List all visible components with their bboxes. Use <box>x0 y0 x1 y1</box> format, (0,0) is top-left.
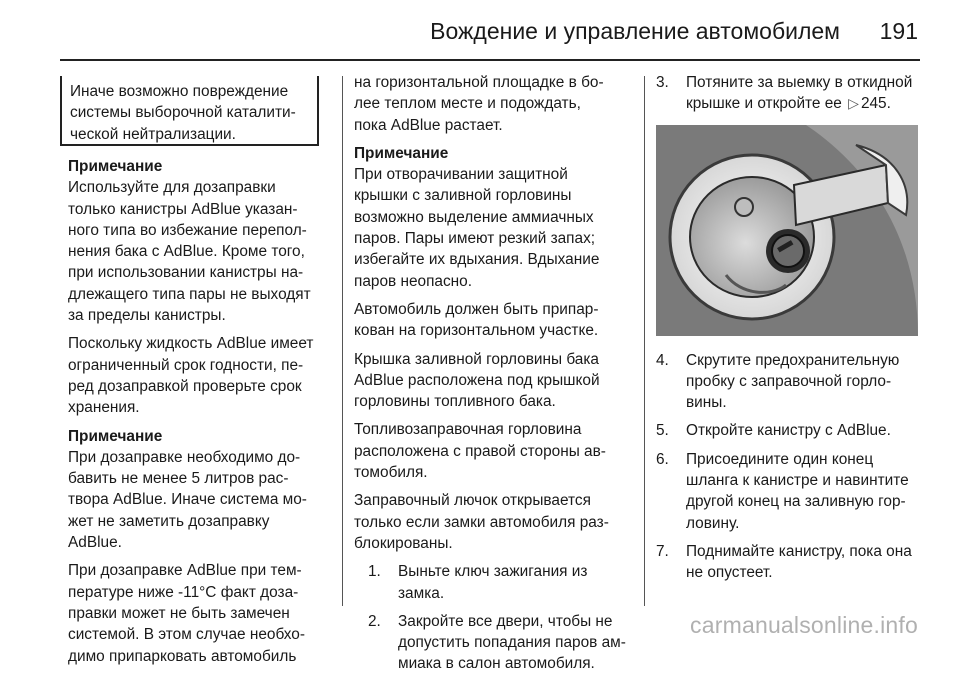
text-line: миака в салон автомобиля. <box>398 655 595 673</box>
warning-box <box>60 76 319 146</box>
paragraph <box>68 560 330 666</box>
text-line: пробку с заправочной горло- <box>686 372 892 390</box>
text-line: При дозаправке необходимо до- <box>68 448 301 466</box>
filler-flap-drawing <box>656 125 918 336</box>
text-line: замка. <box>398 584 445 602</box>
text-line: жет не заметить дозаправку <box>68 512 270 530</box>
arrow-ref-icon[interactable]: ▷ <box>848 95 859 112</box>
list-item <box>656 72 926 115</box>
text-line: AdBlue расположена под крышкой <box>354 371 600 389</box>
text-line: бавить не менее 5 литров рас- <box>68 470 289 488</box>
text-line: ловину. <box>686 514 740 532</box>
paragraph <box>354 490 632 554</box>
text-line: блокированы. <box>354 534 453 552</box>
text-line: Выньте ключ зажигания из <box>398 563 588 581</box>
warning-line: ческой нейтрализации. <box>70 125 236 143</box>
text-line: При отворачивании защитной <box>354 166 568 184</box>
text-line: возможно выделение аммиачных <box>354 208 594 226</box>
paragraph <box>354 349 632 413</box>
step-number: 4. <box>656 351 669 369</box>
note-title: Примечание <box>354 144 449 162</box>
paragraph <box>68 333 330 418</box>
text-line: твора AdBlue. Иначе система мо- <box>68 491 307 509</box>
list-item <box>368 611 632 675</box>
page-title: Вождение и управление автомобилем <box>430 18 840 44</box>
column-2 <box>354 72 632 682</box>
text-line: AdBlue. <box>68 534 122 552</box>
note-block <box>354 143 632 292</box>
paragraph <box>354 419 632 483</box>
list-item <box>656 350 926 414</box>
note-title: Примечание <box>68 427 163 445</box>
warning-line: системы выборочной каталити- <box>70 104 296 122</box>
text-line: длежащего типа пары не выходят <box>68 285 311 303</box>
text-line: шланга к канистре и навинтите <box>686 472 909 490</box>
paragraph <box>354 299 632 342</box>
text-line: другой конец на заливную гор- <box>686 493 906 511</box>
text-line: Закройте все двери, чтобы не <box>398 612 613 630</box>
paragraph <box>354 72 632 136</box>
text-line: ограниченный срок годности, пе- <box>68 356 304 374</box>
step-number: 2. <box>368 612 381 630</box>
page-ref-link[interactable]: 245. <box>860 95 891 113</box>
text-line: Автомобиль должен быть припар- <box>354 300 599 318</box>
text-line: димо припарковать автомобиль <box>68 647 297 665</box>
steps-list <box>656 350 926 584</box>
text-line: при использовании канистры на- <box>68 264 304 282</box>
steps-list <box>354 561 632 674</box>
text-line: паров. Пары имеют резкий запах; <box>354 230 596 248</box>
text-line: Потяните за выемку в откидной <box>686 74 913 91</box>
list-item <box>656 541 926 584</box>
text-line: расположена с правой стороны ав- <box>354 442 606 460</box>
text-line: не опустеет. <box>686 564 773 582</box>
text-line: Поскольку жидкость AdBlue имеет <box>68 335 314 353</box>
column-divider-2 <box>644 76 645 606</box>
text-line: пока AdBlue растает. <box>354 116 503 134</box>
step-number: 3. <box>656 74 669 91</box>
note-title: Примечание <box>68 158 163 175</box>
step-number: 1. <box>368 563 381 581</box>
warning-line: Иначе возможно повреждение <box>70 83 289 100</box>
step-number: 7. <box>656 542 669 560</box>
text-line: кован на горизонтальном участке. <box>354 322 599 340</box>
text-line: ред дозаправкой проверьте срок <box>68 377 302 395</box>
text-line: правки может не быть замечен <box>68 604 290 622</box>
text-line: паров неопасно. <box>354 272 473 290</box>
steps-list <box>656 72 926 115</box>
text-line: Топливозаправочная горловина <box>354 421 582 439</box>
text-line: нения бака с AdBlue. Кроме того, <box>68 243 305 261</box>
text-line: лее теплом месте и подождать, <box>354 95 581 113</box>
step-number: 5. <box>656 422 669 440</box>
text-line: Присоедините один конец <box>686 450 874 468</box>
text-line: пературе ниже -11°C факт доза- <box>68 583 299 601</box>
text-line: Откройте канистру с AdBlue. <box>686 422 891 440</box>
list-item <box>656 449 926 534</box>
text-line: Поднимайте канистру, пока она <box>686 542 912 560</box>
text-line: Используйте для дозаправки <box>68 179 276 197</box>
text-line: на горизонтальной площадке в бо- <box>354 74 604 91</box>
text-line: хранения. <box>68 399 140 417</box>
column-3 <box>656 72 926 591</box>
list-item <box>656 420 926 441</box>
text-line: допустить попадания паров ам- <box>398 634 626 652</box>
step-number: 6. <box>656 450 669 468</box>
text-line: Скрутите предохранительную <box>686 351 900 369</box>
text-line: крышки с заливной горловины <box>354 187 572 205</box>
text-line: системой. В этом случае необхо- <box>68 626 305 644</box>
text-line <box>686 93 926 114</box>
watermark: carmanualsonline.info <box>690 612 918 638</box>
text-line: Крышка заливной горловины бака <box>354 350 599 368</box>
text-line: При дозаправке AdBlue при тем- <box>68 562 302 580</box>
note-block <box>68 156 330 326</box>
text-line: вины. <box>686 394 727 412</box>
text-line: за пределы канистры. <box>68 307 226 325</box>
text-line: только канистры AdBlue указан- <box>68 200 298 218</box>
text-line: томобиля. <box>354 464 428 482</box>
note-block <box>68 426 330 554</box>
header-divider <box>60 59 920 61</box>
column-1 <box>68 156 330 674</box>
text-line: только если замки автомобиля раз- <box>354 513 609 531</box>
text-line: избегайте их вдыхания. Вдыхание <box>354 251 600 269</box>
column-divider-1 <box>342 76 343 606</box>
fuel-filler-illustration <box>656 125 918 336</box>
text-line: горловины топливного бака. <box>354 393 556 411</box>
page-number: 191 <box>879 18 918 44</box>
text-line: ного типа во избежание перепол- <box>68 221 307 239</box>
text-line: Заправочный лючок открывается <box>354 492 591 510</box>
list-item <box>368 561 632 604</box>
text-fragment: крышке и откройте ее <box>686 95 842 113</box>
